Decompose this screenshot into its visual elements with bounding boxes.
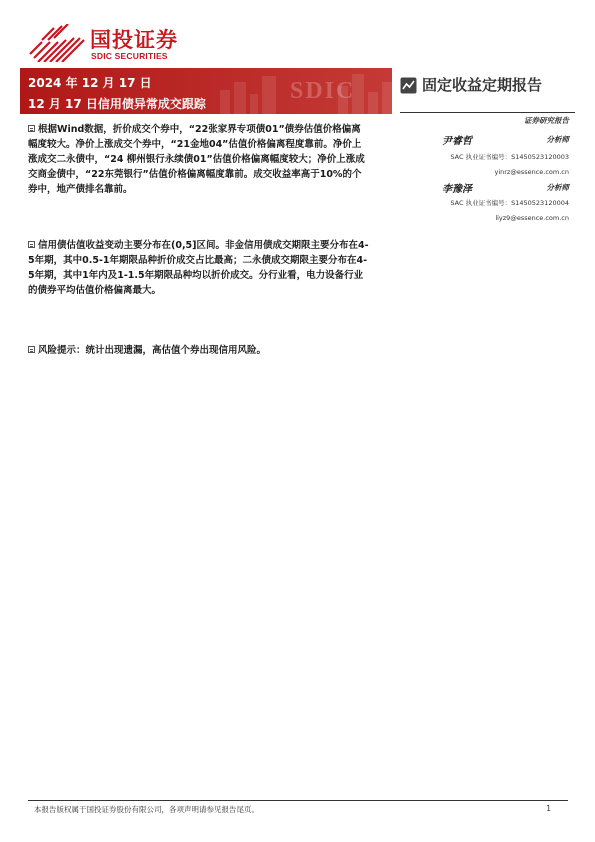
footer-disclaimer: 本报告版权属于国投证券股份有限公司，各项声明请参见报告尾页。 xyxy=(34,805,259,814)
trend-chart-icon xyxy=(400,77,417,94)
analyst-1-role: 分析师 xyxy=(546,135,569,144)
analyst-1-email[interactable]: yinrz@essence.com.cn xyxy=(494,168,569,176)
report-type-label: 固定收益定期报告 xyxy=(422,76,543,94)
risk-warning-paragraph xyxy=(28,343,370,358)
footer-divider xyxy=(28,800,568,801)
bullet-icon xyxy=(28,346,35,353)
paragraph-text: 信用债估值收益变动主要分布在(0,5]区间。非金信用债成交期限主要分布在4-5年期，其中0.5-1年期限品种折价成交占比最高；二永债成交期限主要分布在4-5年期，其中1年内及1-1.5年期限品种均以折价成交。分行业看，电力设备行业的债券平均估值价格偏离最大。 xyxy=(28,240,369,296)
paragraph-text: 根据Wind数据，折价成交个券中，“22张家界专项债01”债券估值价格偏离幅度较大。净价上涨成交个券中，“21金地04”估值价格偏离程度靠前。净价上涨成交二永债中，“24 柳州银行永续债01”估值价格偏离幅度较大；净价上涨成交商金债中，“22东莞银行”估值价格偏离幅度靠前。成交收益率高于10%的个券中，地产债排名靠前。 xyxy=(28,124,365,195)
logo-mark-icon xyxy=(28,24,86,62)
company-logo xyxy=(28,24,198,62)
logo-name-cn: 国投证券 xyxy=(90,28,178,52)
bullet-icon xyxy=(28,241,35,248)
header-divider xyxy=(400,112,575,113)
report-banner xyxy=(20,68,392,114)
report-date: 2024 年 12 月 17 日 xyxy=(28,76,152,90)
paragraph-text: 风险提示：统计出现遗漏，高估值个券出现信用风险。 xyxy=(38,345,267,356)
page-number: 1 xyxy=(546,804,551,813)
logo-name-en: SDIC SECURITIES xyxy=(91,51,168,61)
analyst-2-email[interactable]: liyz9@essence.com.cn xyxy=(495,214,569,222)
report-title: 12 月 17 日信用债异常成交跟踪 xyxy=(28,97,206,111)
bullet-icon xyxy=(28,125,35,132)
analyst-2-role: 分析师 xyxy=(546,183,569,192)
report-type xyxy=(400,74,575,98)
report-subtag: 证券研究报告 xyxy=(524,116,569,125)
analyst-2-sac: SAC 执业证书编号：S1450523120004 xyxy=(450,199,569,207)
banner-watermark: SDIC xyxy=(290,78,356,104)
analyst-2-name: 李豫泽 xyxy=(442,184,472,195)
summary-paragraph-2 xyxy=(28,238,370,298)
summary-paragraph-1 xyxy=(28,122,370,197)
analyst-1-name: 尹睿哲 xyxy=(442,136,472,147)
analyst-1-sac: SAC 执业证书编号：S1450523120003 xyxy=(450,153,569,161)
